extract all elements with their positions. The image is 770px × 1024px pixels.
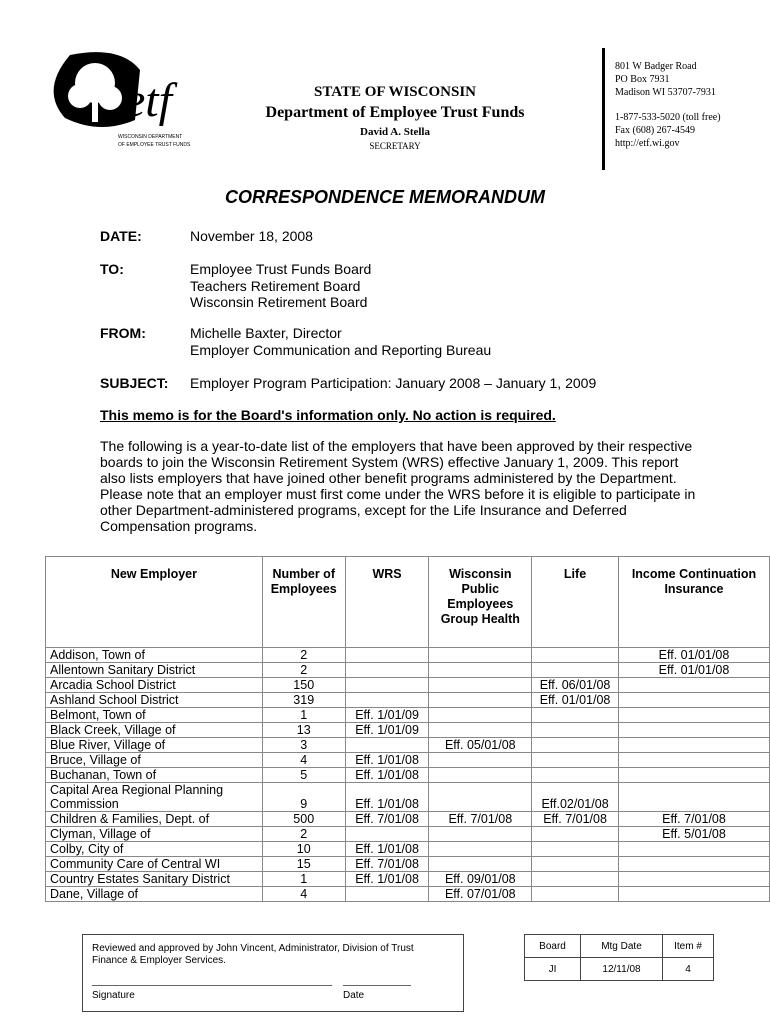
employee-count: 1 <box>262 708 345 723</box>
life-cell <box>532 887 619 902</box>
health-cell <box>429 827 532 842</box>
wrs-cell <box>345 887 429 902</box>
header-new-employer: New Employer <box>46 557 263 648</box>
health-cell <box>429 753 532 768</box>
address-line: 801 W Badger Road <box>615 61 697 72</box>
fax: Fax (608) 267-4549 <box>615 125 695 136</box>
health-cell: Eff. 07/01/08 <box>429 887 532 902</box>
secretary-name: David A. Stella <box>360 126 430 138</box>
wrs-cell: Eff. 1/01/08 <box>345 768 429 783</box>
employer-name: Arcadia School District <box>46 678 263 693</box>
state-name: STATE OF WISCONSIN <box>314 84 476 100</box>
income-cell: Eff. 01/01/08 <box>618 648 769 663</box>
life-cell: Eff. 7/01/08 <box>532 812 619 827</box>
health-cell <box>429 768 532 783</box>
employer-name: Colby, City of <box>46 842 263 857</box>
table-row <box>46 887 770 902</box>
health-cell: Eff. 7/01/08 <box>429 812 532 827</box>
employer-name: Addison, Town of <box>46 648 263 663</box>
to-value <box>190 261 371 311</box>
income-cell: Eff. 7/01/08 <box>618 812 769 827</box>
income-cell <box>618 842 769 857</box>
subject-label: SUBJECT: <box>100 375 169 391</box>
employee-count: 150 <box>262 678 345 693</box>
employer-name: Community Care of Central WI <box>46 857 263 872</box>
table-row <box>46 738 770 753</box>
address-line: Madison WI 53707-7931 <box>615 87 716 98</box>
table-row <box>46 753 770 768</box>
table-row <box>46 648 770 663</box>
income-cell <box>618 753 769 768</box>
employee-count: 1 <box>262 872 345 887</box>
employee-count: 15 <box>262 857 345 872</box>
life-cell <box>532 753 619 768</box>
life-cell <box>532 663 619 678</box>
department-name: Department of Employee Trust Funds <box>265 104 525 121</box>
life-cell <box>532 842 619 857</box>
mtg-date-header: Mtg Date <box>581 935 663 958</box>
wrs-cell <box>345 648 429 663</box>
employee-count: 2 <box>262 648 345 663</box>
item-value: 4 <box>663 958 714 981</box>
health-cell <box>429 857 532 872</box>
board-header: Board <box>525 935 581 958</box>
income-cell <box>618 708 769 723</box>
header-number-employees: Number of Employees <box>262 557 345 648</box>
from-label: FROM: <box>100 325 146 341</box>
wrs-cell: Eff. 1/01/08 <box>345 872 429 887</box>
employee-count: 9 <box>262 783 345 812</box>
employer-name: Dane, Village of <box>46 887 263 902</box>
wrs-cell <box>345 663 429 678</box>
from-value <box>190 325 491 358</box>
subject-value: Employer Program Participation: January 2008 – January 1, 2009 <box>190 375 597 391</box>
health-cell: Eff. 09/01/08 <box>429 872 532 887</box>
signature-label: Signature <box>92 990 135 1001</box>
header-life: Life <box>532 557 619 648</box>
recipient: Teachers Retirement Board <box>190 277 361 294</box>
table-header-row <box>46 557 770 648</box>
life-cell <box>532 648 619 663</box>
svg-text:WISCONSIN DEPARTMENT: WISCONSIN DEPARTMENT <box>118 134 183 140</box>
date-value: November 18, 2008 <box>190 228 313 244</box>
secretary-title: SECRETARY <box>369 141 421 151</box>
wrs-cell: Eff. 7/01/08 <box>345 812 429 827</box>
divider <box>602 48 605 170</box>
date-label: DATE: <box>100 228 142 244</box>
table-row <box>46 783 770 812</box>
employer-name: Belmont, Town of <box>46 708 263 723</box>
review-box <box>82 934 464 1012</box>
table-row <box>46 693 770 708</box>
health-cell <box>429 783 532 812</box>
income-cell <box>618 857 769 872</box>
life-cell: Eff. 01/01/08 <box>532 693 619 708</box>
employee-count: 2 <box>262 827 345 842</box>
employer-name: Black Creek, Village of <box>46 723 263 738</box>
life-cell <box>532 857 619 872</box>
income-cell: Eff. 5/01/08 <box>618 827 769 842</box>
item-header: Item # <box>663 935 714 958</box>
employee-count: 2 <box>262 663 345 678</box>
recipient: Employee Trust Funds Board <box>190 261 372 277</box>
employee-count: 319 <box>262 693 345 708</box>
employer-name: Country Estates Sanitary District <box>46 872 263 887</box>
wrs-cell <box>345 827 429 842</box>
table-row <box>46 723 770 738</box>
employer-table <box>45 556 770 902</box>
signature-date-label: Date <box>343 990 365 1001</box>
income-cell <box>618 738 769 753</box>
life-cell <box>532 827 619 842</box>
action-note: This memo is for the Board's information only. No action is required. <box>100 407 556 423</box>
address-line: PO Box 7931 <box>615 74 670 85</box>
address-block <box>615 60 721 150</box>
wrs-cell <box>345 738 429 753</box>
table-row <box>46 678 770 693</box>
table-row <box>46 827 770 842</box>
svg-text:OF EMPLOYEE TRUST FUNDS: OF EMPLOYEE TRUST FUNDS <box>118 142 191 148</box>
income-cell <box>618 678 769 693</box>
to-label: TO: <box>100 261 124 277</box>
mtg-date-value: 12/11/08 <box>581 958 663 981</box>
life-cell <box>532 768 619 783</box>
wrs-cell <box>345 693 429 708</box>
employee-count: 4 <box>262 753 345 768</box>
wrs-cell: Eff. 1/01/09 <box>345 708 429 723</box>
wrs-cell: Eff. 1/01/08 <box>345 842 429 857</box>
header-group-health: Wisconsin Public Employees Group Health <box>429 557 532 648</box>
table-row <box>46 842 770 857</box>
health-cell <box>429 723 532 738</box>
employee-count: 500 <box>262 812 345 827</box>
income-cell <box>618 872 769 887</box>
employer-name: Clyman, Village of <box>46 827 263 842</box>
income-cell <box>618 783 769 812</box>
table-row <box>46 663 770 678</box>
employee-count: 10 <box>262 842 345 857</box>
table-row <box>46 812 770 827</box>
memo-title: CORRESPONDENCE MEMORANDUM <box>224 187 545 207</box>
employer-name: Buchanan, Town of <box>46 768 263 783</box>
health-cell <box>429 663 532 678</box>
employer-name: Children & Families, Dept. of <box>46 812 263 827</box>
sender: Michelle Baxter, Director <box>190 325 342 341</box>
income-cell <box>618 887 769 902</box>
recipient: Wisconsin Retirement Board <box>190 294 368 310</box>
sender-bureau: Employer Communication and Reporting Bureau <box>190 341 492 358</box>
wrs-cell: Eff. 7/01/08 <box>345 857 429 872</box>
income-cell <box>618 768 769 783</box>
life-cell <box>532 723 619 738</box>
table-row <box>46 857 770 872</box>
life-cell: Eff. 06/01/08 <box>532 678 619 693</box>
employee-count: 4 <box>262 887 345 902</box>
employer-name: Ashland School District <box>46 693 263 708</box>
health-cell <box>429 678 532 693</box>
etf-logo <box>40 50 210 150</box>
table-row <box>46 872 770 887</box>
wrs-cell: Eff. 1/01/09 <box>345 723 429 738</box>
health-cell <box>429 648 532 663</box>
employee-count: 3 <box>262 738 345 753</box>
health-cell <box>429 842 532 857</box>
income-cell: Eff. 01/01/08 <box>618 663 769 678</box>
life-cell <box>532 738 619 753</box>
employer-name: Allentown Sanitary District <box>46 663 263 678</box>
wrs-cell <box>345 678 429 693</box>
wrs-cell: Eff. 1/01/08 <box>345 753 429 768</box>
employee-count: 13 <box>262 723 345 738</box>
employer-name: Blue River, Village of <box>46 738 263 753</box>
employer-name: Capital Area Regional Planning Commission <box>46 783 263 812</box>
website-link[interactable]: http://etf.wi.gov <box>615 138 680 149</box>
health-cell <box>429 708 532 723</box>
employee-count: 5 <box>262 768 345 783</box>
life-cell <box>532 872 619 887</box>
wrs-cell: Eff. 1/01/08 <box>345 783 429 812</box>
income-cell <box>618 723 769 738</box>
table-row <box>46 768 770 783</box>
health-cell: Eff. 05/01/08 <box>429 738 532 753</box>
health-cell <box>429 693 532 708</box>
memo-paragraph: The following is a year-to-date list of the employers that have been approved by their respective boards to join the Wisconsin Retirement System (WRS) effective January 1, 2009. This report also lists employers that have joined other benefit programs administered by the Department. Please note that an employer must first come under the WRS before it is eligible to participate in other Department-administered programs, except for the Life Insurance and Deferred Compensation programs. <box>100 438 696 534</box>
income-cell <box>618 693 769 708</box>
header-wrs: WRS <box>345 557 429 648</box>
table-row <box>46 708 770 723</box>
svg-text:etf: etf <box>124 74 172 127</box>
header-income-continuation: Income Continuation Insurance <box>618 557 769 648</box>
life-cell: Eff.02/01/08 <box>532 783 619 812</box>
life-cell <box>532 708 619 723</box>
phone: 1-877-533-5020 (toll free) <box>615 112 721 123</box>
employer-name: Bruce, Village of <box>46 753 263 768</box>
board-item-box <box>524 934 714 981</box>
review-text: Reviewed and approved by John Vincent, Administrator, Division of Trust Finance & Employer Services. <box>92 943 414 966</box>
board-value: JI <box>525 958 581 981</box>
